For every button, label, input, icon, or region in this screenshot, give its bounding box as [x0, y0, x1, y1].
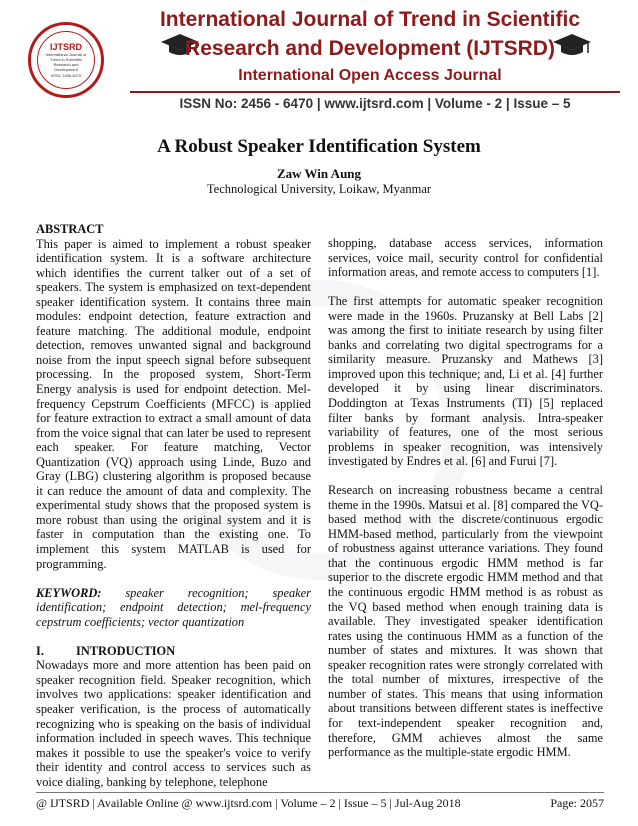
keywords: [36, 586, 311, 630]
intro-paragraph: Nowadays more and more attention has been paid on speaker recognition field. Speaker recognition, which involves two applications: speaker identification and speaker verification, is the process of automatically recognizing who is speaking on the basis of individual information included in speech waves. This technique makes it possible to use the speaker's voice to verify their identity and control access to services such as voice dialing, banking by telephone, telephone: [36, 658, 311, 789]
right-column: [328, 236, 603, 760]
journal-title-line2: Research and Development (IJTSRD): [185, 37, 555, 60]
logo-subtitle: International Journal of Trend in Scientific Research and Development: [45, 52, 87, 72]
section-number: I.: [36, 643, 44, 658]
journal-logo: [28, 22, 104, 98]
paper-title: A Robust Speaker Identification System: [157, 136, 481, 157]
section-title: INTRODUCTION: [76, 643, 176, 658]
right-paragraph-3: Research on increasing robustness became a central theme in the 1990s. Matsui et al. [8] compared the VQ-based method with the discrete/continuous ergodic HMM-based method, particularly from the viewpoint of robustness against utterance variations. They found that the continuous ergodic HMM method is far superior to the discrete ergodic HMM method and that the continuous ergodic HMM method is as robust as the VQ based method when enough training data is available. They investigated speaker identification rates using the continuous HMM as a function of the number of states and mixtures. It was shown that speaker recognition rates were strongly correlated with the total number of mixtures, irrespective of the number of states. This means that using information about transitions between different states is ineffective for text-independent speaker recognition and, therefore, GMM achieves almost the same performance as the multiple-state ergodic HMM.: [328, 483, 603, 760]
journal-info-bar: ISSN No: 2456 - 6470 | www.ijtsrd.com | Volume - 2 | Issue – 5: [130, 91, 620, 115]
footer-info: @ IJTSRD | Available Online @ www.ijtsrd.com | Volume – 2 | Issue – 5 | Jul-Aug 2018: [36, 796, 461, 810]
keywords-text: speaker recognition; speaker identification; endpoint detection; mel-frequency cepstrum coefficients; vector quantization: [36, 585, 311, 629]
author-name: Zaw Win Aung: [276, 166, 362, 181]
journal-title-line1: International Journal of Trend in Scientific: [159, 8, 581, 31]
right-paragraph-1: shopping, database access services, information services, voice mail, security control for confidential information areas, and remote access to computers [1].: [328, 236, 603, 280]
page-number: Page: 2057: [550, 796, 604, 810]
logo-issn: ISSN: 2456-6470: [50, 73, 82, 78]
page-footer: [36, 792, 604, 811]
left-column: [36, 222, 311, 789]
journal-header: [0, 0, 638, 120]
right-paragraph-2: The first attempts for automatic speaker recognition were made in the 1960s. Pruzansky at Bell Labs [2] was among the first to initiate research by using filter banks and correlating two digital spectrograms for a similarity measure. Pruzansky and Mathews [3] improved upon this technique; and, Li et al. [4] further developed it by using linear discriminators. Doddington at Texas Instruments (TI) [5] replaced filter banks by formant analysis. Intra-speaker variability of features, one of the most serious problems in speaker recognition, was intensively investigated by Endres et al. [6] and Furui [7].: [328, 294, 603, 469]
section-heading-introduction: [36, 644, 311, 659]
logo-abbr: IJTSRD: [49, 42, 82, 52]
author-affiliation: Technological University, Loikaw, Myanmar: [206, 182, 432, 196]
keywords-label: KEYWORD:: [36, 585, 102, 600]
abstract-heading: ABSTRACT: [36, 222, 104, 236]
abstract-text: This paper is aimed to implement a robust speaker identification system. It is a software architecture which identifies the current talker out of a set of speakers. The system is emphasized on text-dependent speaker identification system. It contains three main modules: endpoint detection, feature extraction and feature matching. The additional module, endpoint detection, removes unwanted signal and background noise from the input speech signal before subsequent processing. In the proposed system, Short-Term Energy analysis is used for endpoint detection. Mel-frequency Cepstrum Coefficients (MFCC) is applied for feature extraction to extract a small amount of data from the voice signal that can later be used to represent each speaker. For feature matching, Vector Quantization (VQ) approach using Linde, Buzo and Gray (LBG) clustering algorithm is proposed because it can reduce the amount of data and complexity. The experimental study shows that the proposed system is more robust than using the original system and it is faster in computation than the existing one. To implement this system MATLAB is used for programming.: [36, 236, 311, 571]
journal-subtitle: International Open Access Journal: [238, 67, 502, 84]
